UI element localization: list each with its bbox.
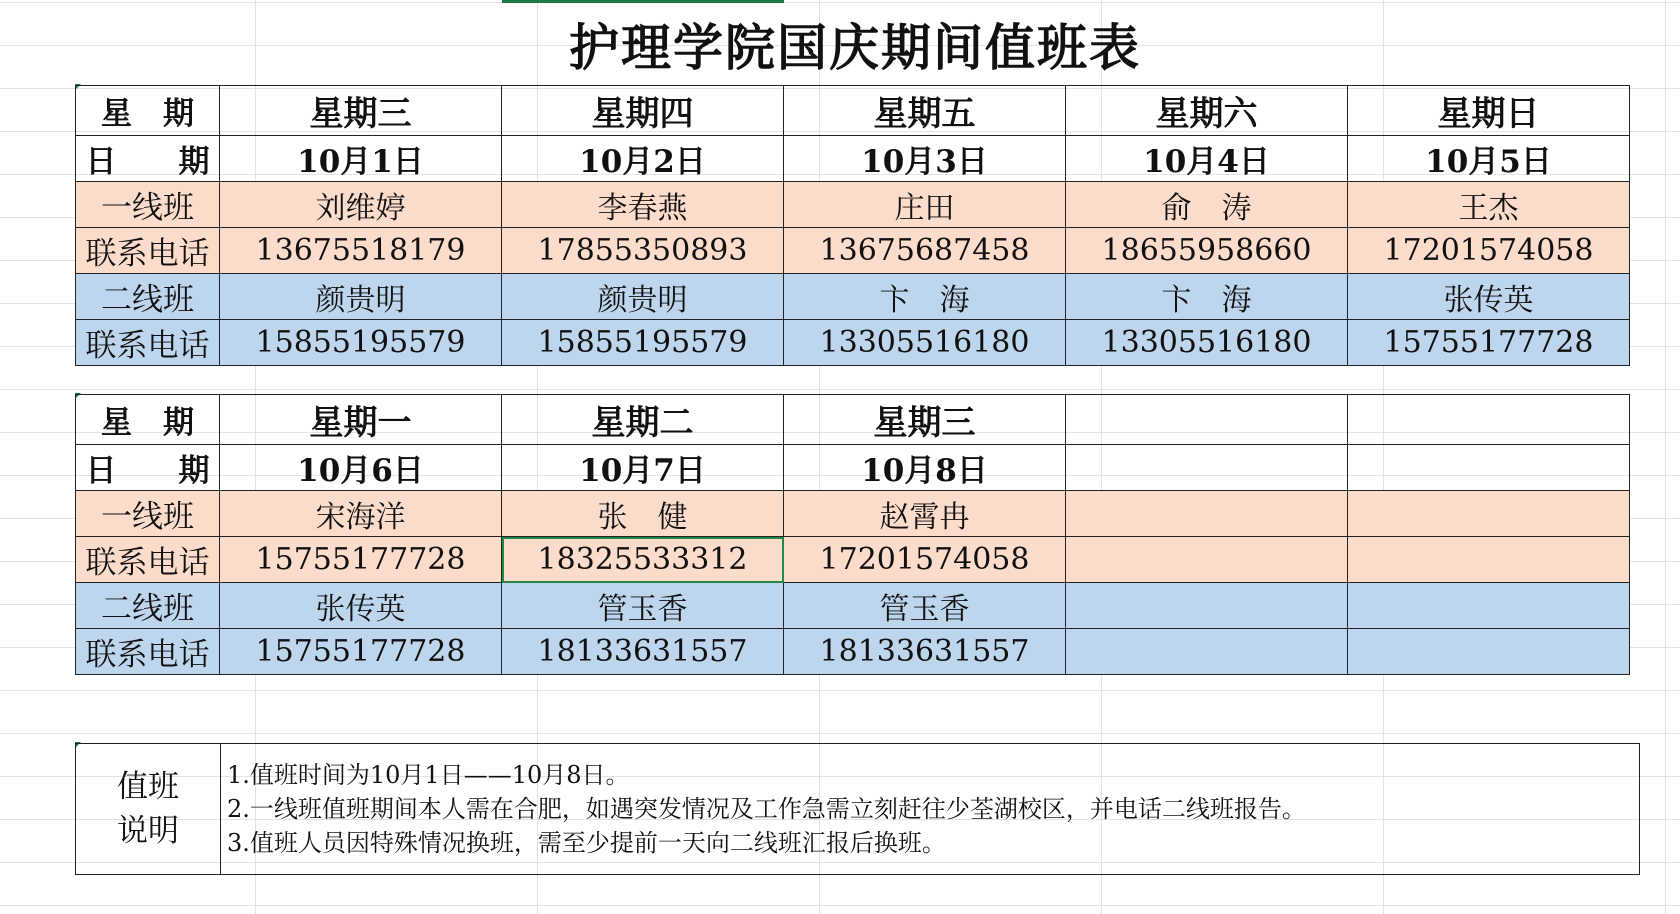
notes-label-line1: 值班 [117,769,179,805]
line2-phone-row [76,320,1630,366]
phone-cell[interactable]: 15755177728 [1348,320,1630,366]
date-label[interactable]: 日 期 [76,136,220,182]
note-item: 1.值班时间为10月1日——10月8日。 [227,761,630,789]
phone-cell[interactable] [1348,537,1630,583]
date-cell[interactable]: 10月3日 [784,136,1066,182]
line2-name-cell[interactable]: 管玉香 [784,583,1066,629]
line2-label[interactable]: 二线班 [76,274,220,320]
line1-label[interactable]: 一线班 [76,182,220,228]
line2-name-cell[interactable] [1066,583,1348,629]
phone-cell[interactable]: 15855195579 [220,320,502,366]
phone-cell[interactable]: 13675518179 [220,228,502,274]
date-cell[interactable]: 10月7日 [502,445,784,491]
phone-cell[interactable]: 15855195579 [502,320,784,366]
line2-name-cell[interactable] [1348,583,1630,629]
date-row [76,445,1630,491]
weekday-cell[interactable] [1066,395,1348,445]
phone-cell[interactable]: 17201574058 [1348,228,1630,274]
date-cell[interactable]: 10月4日 [1066,136,1348,182]
weekday-label[interactable]: 星 期 [76,395,220,445]
weekday-cell[interactable]: 星期日 [1348,86,1630,136]
phone-label[interactable]: 联系电话 [76,537,220,583]
line2-row [76,274,1630,320]
phone-cell[interactable] [1066,629,1348,675]
date-cell[interactable]: 10月8日 [784,445,1066,491]
line1-name-cell[interactable]: 庄田 [784,182,1066,228]
notes-label-line2: 说明 [117,813,179,849]
line2-label[interactable]: 二线班 [76,583,220,629]
duty-notes-table [75,743,1640,875]
weekday-cell[interactable]: 星期五 [784,86,1066,136]
line1-name-cell[interactable]: 王杰 [1348,182,1630,228]
weekday-label[interactable]: 星 期 [76,86,220,136]
date-cell[interactable]: 10月5日 [1348,136,1630,182]
line2-name-cell[interactable]: 卞 海 [784,274,1066,320]
line2-name-cell[interactable]: 卞 海 [1066,274,1348,320]
line1-name-cell[interactable]: 宋海洋 [220,491,502,537]
line1-phone-row [76,537,1630,583]
date-row [76,136,1630,182]
phone-cell[interactable]: 18133631557 [784,629,1066,675]
line2-phone-row [76,629,1630,675]
line1-name-cell[interactable]: 李春燕 [502,182,784,228]
phone-cell[interactable]: 15755177728 [220,537,502,583]
weekday-row [76,86,1630,136]
date-cell[interactable] [1348,445,1630,491]
notes-body-cell[interactable] [221,744,1640,875]
line1-row [76,491,1630,537]
weekday-cell[interactable]: 星期三 [220,86,502,136]
notes-label-cell[interactable] [76,744,221,875]
weekday-cell[interactable] [1348,395,1630,445]
phone-cell[interactable]: 17201574058 [784,537,1066,583]
weekday-cell[interactable]: 星期三 [784,395,1066,445]
date-cell[interactable]: 10月2日 [502,136,784,182]
note-item: 2.一线班值班期间本人需在合肥，如遇突发情况及工作急需立刻赶往少荃湖校区，并电话二线班报告。 [227,795,1306,823]
date-cell[interactable]: 10月1日 [220,136,502,182]
phone-cell[interactable]: 18133631557 [502,629,784,675]
date-cell[interactable] [1066,445,1348,491]
schedule-table-2 [75,394,1630,675]
line1-name-cell[interactable]: 刘维婷 [220,182,502,228]
weekday-row [76,395,1630,445]
phone-cell[interactable]: 15755177728 [220,629,502,675]
line1-name-cell[interactable]: 赵霄冉 [784,491,1066,537]
line2-name-cell[interactable]: 张传英 [220,583,502,629]
line1-phone-row [76,228,1630,274]
note-item: 3.值班人员因特殊情况换班，需至少提前一天向二线班汇报后换班。 [227,829,946,857]
phone-cell[interactable] [1348,629,1630,675]
selected-phone-cell[interactable]: 18325533312 [502,537,784,583]
date-label[interactable]: 日 期 [76,445,220,491]
line2-row [76,583,1630,629]
line1-name-cell[interactable]: 俞 涛 [1066,182,1348,228]
date-cell[interactable]: 10月6日 [220,445,502,491]
line2-name-cell[interactable]: 颜贵明 [220,274,502,320]
page-title: 护理学院国庆期间值班表 [569,18,1141,77]
line1-label[interactable]: 一线班 [76,491,220,537]
line2-name-cell[interactable]: 颜贵明 [502,274,784,320]
phone-label[interactable]: 联系电话 [76,629,220,675]
phone-cell[interactable]: 13675687458 [784,228,1066,274]
phone-cell[interactable]: 17855350893 [502,228,784,274]
weekday-cell[interactable]: 星期二 [502,395,784,445]
line1-name-cell[interactable]: 张 健 [502,491,784,537]
weekday-cell[interactable]: 星期四 [502,86,784,136]
line2-name-cell[interactable]: 张传英 [1348,274,1630,320]
phone-cell[interactable]: 18655958660 [1066,228,1348,274]
phone-cell[interactable]: 13305516180 [1066,320,1348,366]
phone-cell[interactable] [1066,537,1348,583]
schedule-table-1 [75,85,1630,366]
phone-label[interactable]: 联系电话 [76,320,220,366]
phone-label[interactable]: 联系电话 [76,228,220,274]
line1-name-cell[interactable] [1066,491,1348,537]
line1-row [76,182,1630,228]
active-column-indicator [502,0,784,3]
weekday-cell[interactable]: 星期六 [1066,86,1348,136]
line1-name-cell[interactable] [1348,491,1630,537]
phone-cell[interactable]: 13305516180 [784,320,1066,366]
weekday-cell[interactable]: 星期一 [220,395,502,445]
line2-name-cell[interactable]: 管玉香 [502,583,784,629]
